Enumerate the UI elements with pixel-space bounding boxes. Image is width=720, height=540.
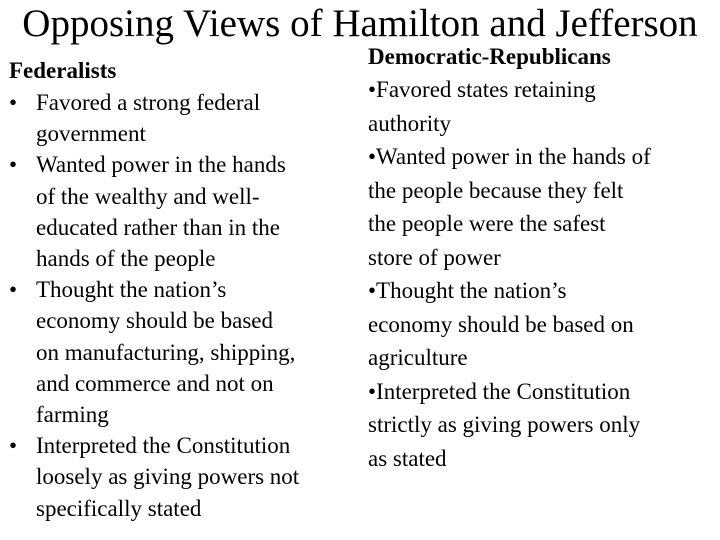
federalists-item [9,149,359,274]
item-line: Favored a strong federal [36,90,261,115]
item-line: hands of the people [36,246,216,272]
item-line: store of power [368,244,501,270]
bullet-icon: • [9,90,18,115]
item-line: the people because they felt [368,177,624,203]
federalists-item [9,430,359,524]
item-line: on manufacturing, shipping, [36,339,296,365]
item-line: of the wealthy and well- [36,183,260,209]
item-line: loosely as giving powers not [36,464,300,490]
item-line: •Favored states retaining [368,77,596,102]
item-line: educated rather than in the [36,214,280,240]
bullet-icon: • [9,277,18,303]
item-line: and commerce and not on [36,370,274,396]
democratic-republicans-column [368,40,718,475]
item-line: as stated [368,445,447,471]
slide-title: Opposing Views of Hamilton and Jefferson [22,2,698,45]
federalists-column [9,54,359,524]
item-line: economy should be based on [368,311,634,337]
item-line: specifically stated [36,495,202,521]
federalists-list [9,87,359,524]
democratic-republicans-item [368,274,718,375]
federalists-heading: Federalists [9,58,117,83]
item-line: government [36,121,146,147]
bullet-icon: • [9,152,18,178]
item-line: authority [368,110,452,136]
bullet-icon: • [9,433,18,459]
federalists-item [9,87,359,149]
item-line: Interpreted the Constitution [36,433,291,459]
item-line: Thought the nation’s [36,277,227,303]
item-line: farming [36,402,109,428]
democratic-republicans-heading: Democratic-Republicans [368,44,611,69]
federalists-item [9,274,359,430]
item-line: the people were the safest [368,211,606,236]
item-line: economy should be based [36,308,273,334]
democratic-republicans-item [368,140,718,274]
item-line: •Thought the nation’s [368,278,567,303]
item-line: agriculture [368,345,468,370]
democratic-republicans-list [368,73,718,475]
item-line: •Wanted power in the hands of [368,144,651,169]
democratic-republicans-item [368,73,718,140]
item-line: •Interpreted the Constitution [368,378,631,404]
item-line: strictly as giving powers only [368,412,641,437]
democratic-republicans-item [368,375,718,476]
item-line: Wanted power in the hands [36,152,286,178]
